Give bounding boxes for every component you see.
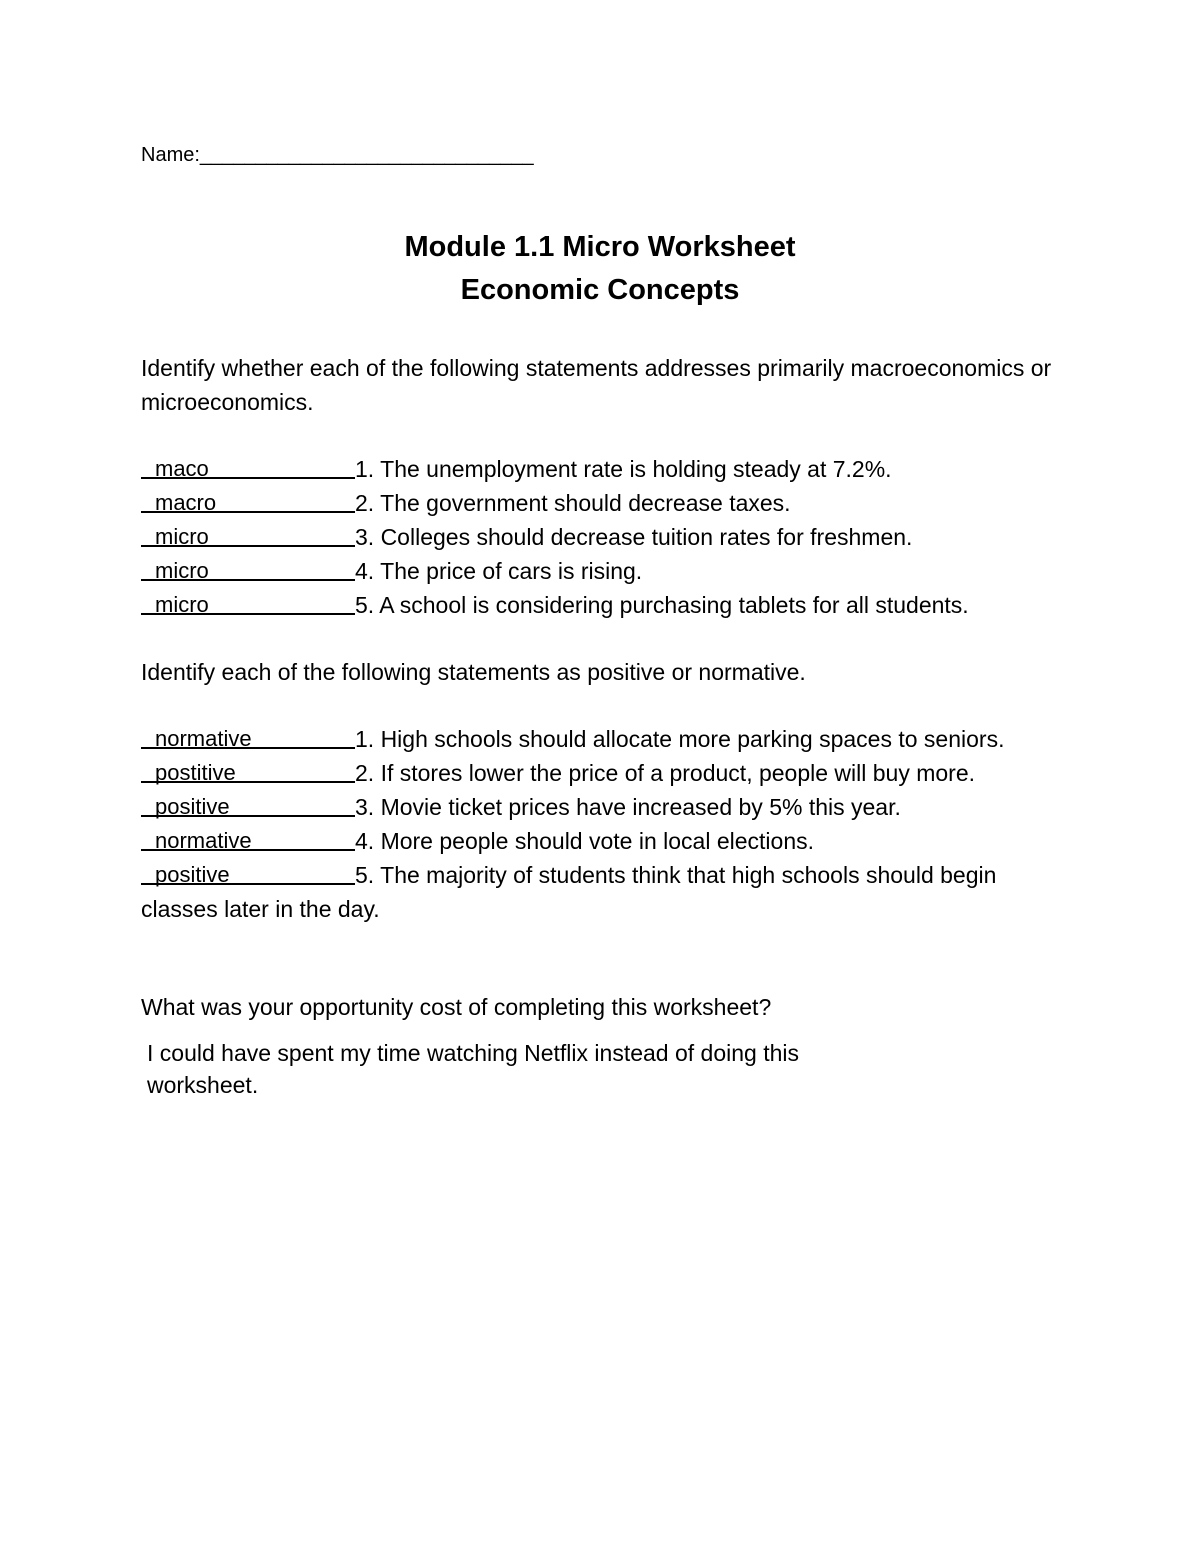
list-item [141, 588, 1061, 622]
list-item [141, 824, 1061, 858]
statement-text: 5. The majority of students think that high schools should begin classes later in the day. [141, 862, 997, 922]
page-title: Module 1.1 Micro Worksheet [404, 231, 796, 263]
title-block [0, 226, 1200, 312]
list-item [141, 452, 1061, 486]
answer-blank[interactable]: positive [141, 790, 355, 817]
statement-text: 5. A school is considering purchasing tablets for all students. [355, 592, 969, 618]
name-field[interactable]: Name:______________________________ [141, 144, 534, 166]
statement-text: 4. The price of cars is rising. [355, 558, 643, 584]
list-item [141, 520, 1061, 554]
opportunity-cost-question: What was your opportunity cost of completing this worksheet? [141, 994, 772, 1020]
answer-blank[interactable]: micro [141, 520, 355, 547]
section2-instruction: Identify each of the following statements as positive or normative. [141, 659, 806, 685]
statement-text: 3. Movie ticket prices have increased by 5% this year. [355, 794, 901, 820]
statement-text: 3. Colleges should decrease tuition rates for freshmen. [355, 524, 913, 550]
answer-blank[interactable]: postitive [141, 756, 355, 783]
list-item [141, 858, 1061, 926]
answer-blank[interactable]: normative [141, 722, 355, 749]
answer-blank[interactable]: macro [141, 486, 355, 513]
answer-blank[interactable]: maco [141, 452, 355, 479]
statement-text: 2. The government should decrease taxes. [355, 490, 791, 516]
opportunity-cost-answer[interactable]: I could have spent my time watching Netflix instead of doing this worksheet. [147, 1040, 800, 1098]
list-item [141, 722, 1061, 756]
list-item [141, 756, 1061, 790]
answer-blank[interactable]: normative [141, 824, 355, 851]
statement-text: 2. If stores lower the price of a product, people will buy more. [355, 760, 976, 786]
list-item [141, 486, 1061, 520]
list-item [141, 554, 1061, 588]
statement-text: 1. The unemployment rate is holding steady at 7.2%. [355, 456, 892, 482]
statement-text: 1. High schools should allocate more parking spaces to seniors. [355, 726, 1005, 752]
statement-text: 4. More people should vote in local elections. [355, 828, 815, 854]
answer-blank[interactable]: micro [141, 554, 355, 581]
page-subtitle: Economic Concepts [460, 274, 740, 306]
answer-blank[interactable]: micro [141, 588, 355, 615]
section1-instruction: Identify whether each of the following statements addresses primarily macroeconomics or microeconomics. [141, 355, 1052, 415]
section1-list [141, 452, 1061, 622]
answer-blank[interactable]: positive [141, 858, 355, 885]
section2-list [141, 722, 1061, 926]
list-item [141, 790, 1061, 824]
